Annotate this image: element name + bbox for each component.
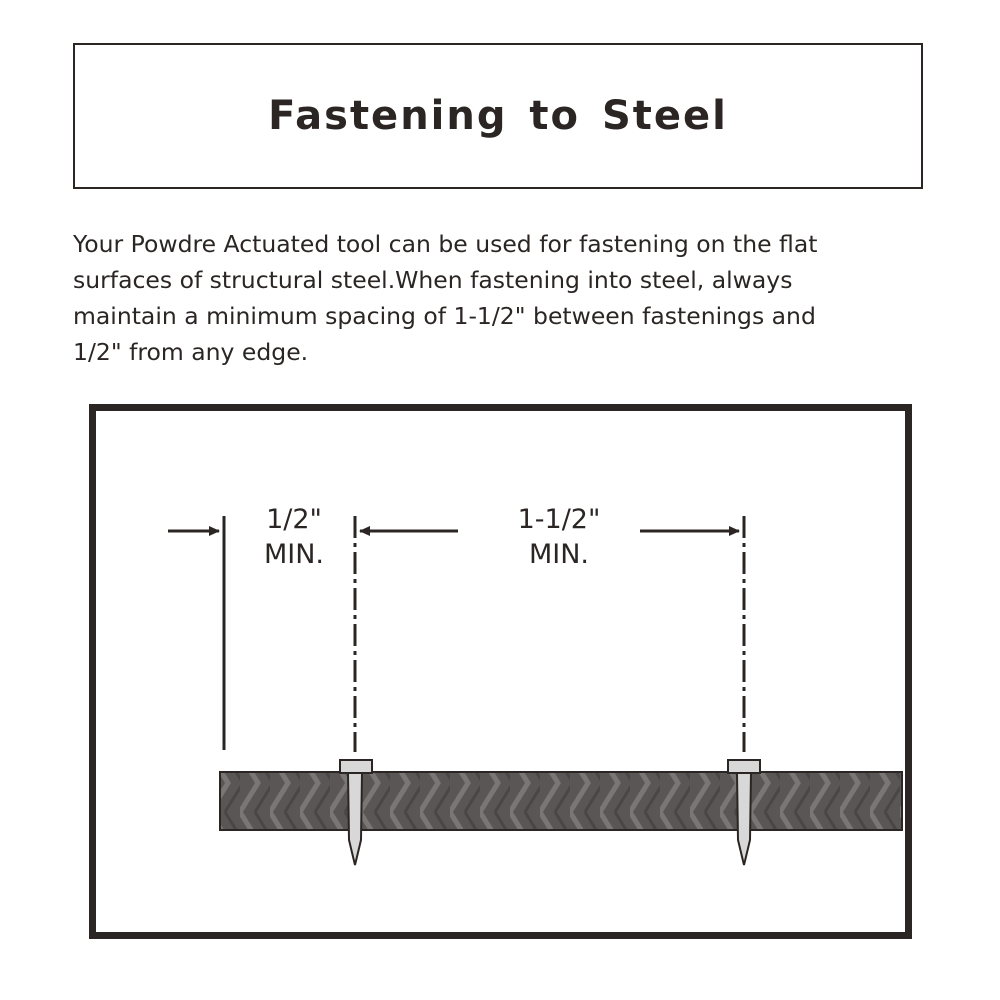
page-title: Fastening to Steel: [268, 93, 728, 139]
spacing-dimension-value: 1-1/2": [517, 504, 601, 535]
description-line: Your Powdre Actuated tool can be used for fastening on the flat: [73, 230, 818, 258]
edge-dimension-value: 1/2": [266, 504, 322, 535]
description-line: 1/2" from any edge.: [73, 338, 309, 366]
description-line: surfaces of structural steel.When fastening into steel, always: [73, 266, 793, 294]
spacing-dimension-qualifier: MIN.: [528, 539, 590, 570]
description-line: maintain a minimum spacing of 1-1/2" between fastenings and: [73, 302, 816, 330]
edge-dimension-qualifier: MIN.: [263, 539, 325, 570]
steel-beam: [220, 772, 902, 830]
